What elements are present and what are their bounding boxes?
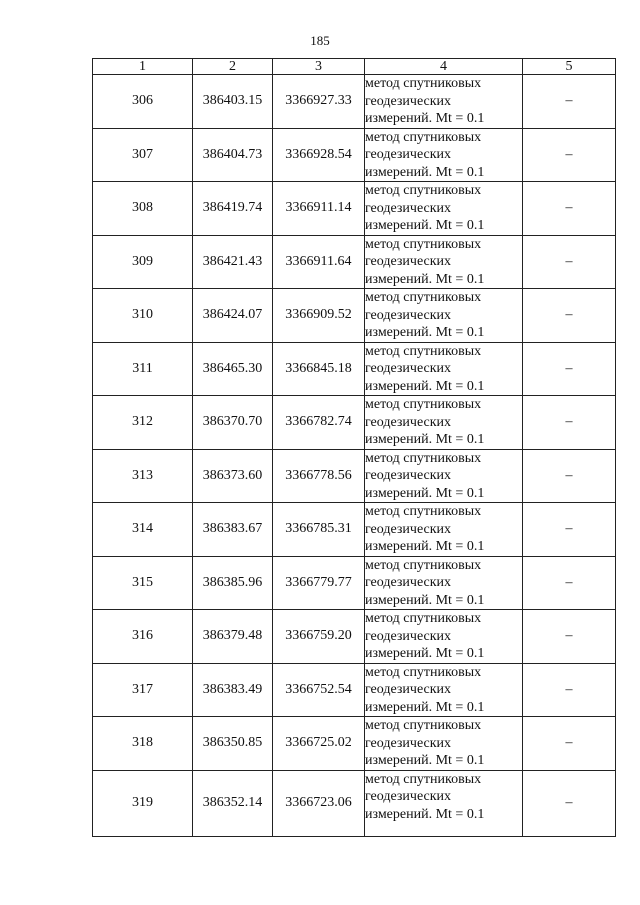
method-line: измерений. Mt = 0.1: [365, 325, 485, 340]
column-header: 4: [365, 59, 523, 75]
table-row: [93, 503, 616, 557]
point-number-cell: 318: [93, 717, 193, 771]
method-line: геодезических: [365, 254, 452, 269]
table-row: [93, 663, 616, 717]
column-5-cell: –: [523, 610, 616, 664]
column-header: 2: [193, 59, 273, 75]
x-coordinate-cell: 386419.74: [193, 182, 273, 236]
table-header-row: [93, 59, 616, 75]
column-5-cell: –: [523, 128, 616, 182]
method-line: измерений. Mt = 0.1: [365, 539, 485, 554]
method-line: измерений. Mt = 0.1: [365, 432, 485, 447]
table-row: [93, 75, 616, 129]
column-5-cell: –: [523, 449, 616, 503]
method-cell: [365, 128, 523, 182]
method-cell: [365, 342, 523, 396]
method-line: метод спутниковых: [365, 504, 482, 519]
y-coordinate-cell: 3366779.77: [273, 556, 365, 610]
method-line: геодезических: [365, 93, 452, 109]
column-5-cell: –: [523, 75, 616, 129]
column-5-cell: –: [523, 235, 616, 289]
y-coordinate-cell: 3366927.33: [273, 75, 365, 129]
column-5-cell: –: [523, 717, 616, 771]
method-line: геодезических: [365, 575, 452, 590]
table-row: [93, 289, 616, 343]
column-5-cell: –: [523, 770, 616, 836]
point-number-cell: 312: [93, 396, 193, 450]
y-coordinate-cell: 3366723.06: [273, 770, 365, 836]
point-number-cell: 313: [93, 449, 193, 503]
method-line: геодезических: [365, 468, 452, 483]
method-line: метод спутниковых: [365, 718, 482, 733]
method-line: геодезических: [365, 147, 452, 162]
y-coordinate-cell: 3366928.54: [273, 128, 365, 182]
table-row: [93, 449, 616, 503]
x-coordinate-cell: 386403.15: [193, 75, 273, 129]
x-coordinate-cell: 386350.85: [193, 717, 273, 771]
x-coordinate-cell: 386373.60: [193, 449, 273, 503]
y-coordinate-cell: 3366725.02: [273, 717, 365, 771]
table-row: [93, 770, 616, 836]
point-number-cell: 308: [93, 182, 193, 236]
table-row: [93, 182, 616, 236]
point-number-cell: 316: [93, 610, 193, 664]
y-coordinate-cell: 3366911.14: [273, 182, 365, 236]
method-line: измерений. Mt = 0.1: [365, 592, 485, 608]
method-line: метод спутниковых: [365, 664, 482, 680]
point-number-cell: 314: [93, 503, 193, 557]
column-header: 5: [523, 59, 616, 75]
table-row: [93, 128, 616, 182]
table-row: [93, 556, 616, 610]
method-line: геодезических: [365, 307, 452, 323]
method-cell: [365, 75, 523, 129]
method-cell: [365, 556, 523, 610]
method-line: геодезических: [365, 414, 452, 430]
table-row: [93, 717, 616, 771]
table-row: [93, 610, 616, 664]
point-number-cell: 310: [93, 289, 193, 343]
method-line: метод спутниковых: [365, 183, 482, 198]
method-cell: [365, 235, 523, 289]
method-line: метод спутниковых: [365, 236, 482, 252]
method-line: метод спутниковых: [365, 343, 482, 359]
method-line: геодезических: [365, 628, 452, 644]
x-coordinate-cell: 386383.49: [193, 663, 273, 717]
point-number-cell: 315: [93, 556, 193, 610]
x-coordinate-cell: 386404.73: [193, 128, 273, 182]
y-coordinate-cell: 3366909.52: [273, 289, 365, 343]
method-cell: [365, 503, 523, 557]
point-number-cell: 317: [93, 663, 193, 717]
method-line: метод спутниковых: [365, 76, 482, 91]
point-number-cell: 307: [93, 128, 193, 182]
method-line: геодезических: [365, 521, 452, 537]
method-cell: [365, 182, 523, 236]
method-cell: [365, 396, 523, 450]
method-line: геодезических: [365, 682, 452, 697]
y-coordinate-cell: 3366759.20: [273, 610, 365, 664]
column-5-cell: –: [523, 663, 616, 717]
y-coordinate-cell: 3366778.56: [273, 449, 365, 503]
method-cell: [365, 449, 523, 503]
x-coordinate-cell: 386352.14: [193, 770, 273, 836]
coordinates-table: [92, 58, 616, 837]
method-cell: [365, 770, 523, 836]
x-coordinate-cell: 386370.70: [193, 396, 273, 450]
method-line: измерений. Mt = 0.1: [365, 753, 485, 768]
column-header: 1: [93, 59, 193, 75]
y-coordinate-cell: 3366782.74: [273, 396, 365, 450]
method-line: метод спутниковых: [365, 450, 482, 466]
point-number-cell: 306: [93, 75, 193, 129]
method-line: измерений. Mt = 0.1: [365, 271, 485, 287]
method-line: измерений. Mt = 0.1: [365, 699, 485, 715]
method-cell: [365, 610, 523, 664]
method-line: метод спутниковых: [365, 397, 482, 412]
table-row: [93, 342, 616, 396]
x-coordinate-cell: 386379.48: [193, 610, 273, 664]
y-coordinate-cell: 3366785.31: [273, 503, 365, 557]
method-line: измерений. Mt = 0.1: [365, 485, 485, 501]
method-line: метод спутниковых: [365, 557, 482, 573]
method-line: измерений. Mt = 0.1: [365, 164, 485, 180]
column-5-cell: –: [523, 556, 616, 610]
x-coordinate-cell: 386421.43: [193, 235, 273, 289]
page-number: 185: [310, 33, 330, 48]
column-5-cell: –: [523, 396, 616, 450]
method-line: геодезических: [365, 361, 452, 376]
method-cell: [365, 663, 523, 717]
x-coordinate-cell: 386465.30: [193, 342, 273, 396]
method-line: измерений. Mt = 0.1: [365, 378, 485, 394]
table-row: [93, 235, 616, 289]
x-coordinate-cell: 386424.07: [193, 289, 273, 343]
method-line: измерений. Mt = 0.1: [365, 111, 485, 126]
method-line: метод спутниковых: [365, 611, 482, 626]
column-5-cell: –: [523, 289, 616, 343]
point-number-cell: 319: [93, 770, 193, 836]
method-line: измерений. Mt = 0.1: [365, 646, 485, 661]
y-coordinate-cell: 3366911.64: [273, 235, 365, 289]
method-cell: [365, 289, 523, 343]
y-coordinate-cell: 3366845.18: [273, 342, 365, 396]
x-coordinate-cell: 386385.96: [193, 556, 273, 610]
column-header: 3: [273, 59, 365, 75]
method-line: метод спутниковых: [365, 290, 482, 305]
column-5-cell: –: [523, 503, 616, 557]
column-5-cell: –: [523, 342, 616, 396]
point-number-cell: 311: [93, 342, 193, 396]
column-5-cell: –: [523, 182, 616, 236]
table-row: [93, 396, 616, 450]
method-line: геодезических: [365, 735, 452, 751]
method-cell: [365, 717, 523, 771]
method-line: метод спутниковых: [365, 771, 482, 787]
method-line: геодезических: [365, 789, 452, 804]
method-line: измерений. Mt = 0.1: [365, 806, 485, 822]
method-line: измерений. Mt = 0.1: [365, 218, 485, 233]
point-number-cell: 309: [93, 235, 193, 289]
y-coordinate-cell: 3366752.54: [273, 663, 365, 717]
method-line: геодезических: [365, 200, 452, 216]
x-coordinate-cell: 386383.67: [193, 503, 273, 557]
method-line: метод спутниковых: [365, 129, 482, 145]
